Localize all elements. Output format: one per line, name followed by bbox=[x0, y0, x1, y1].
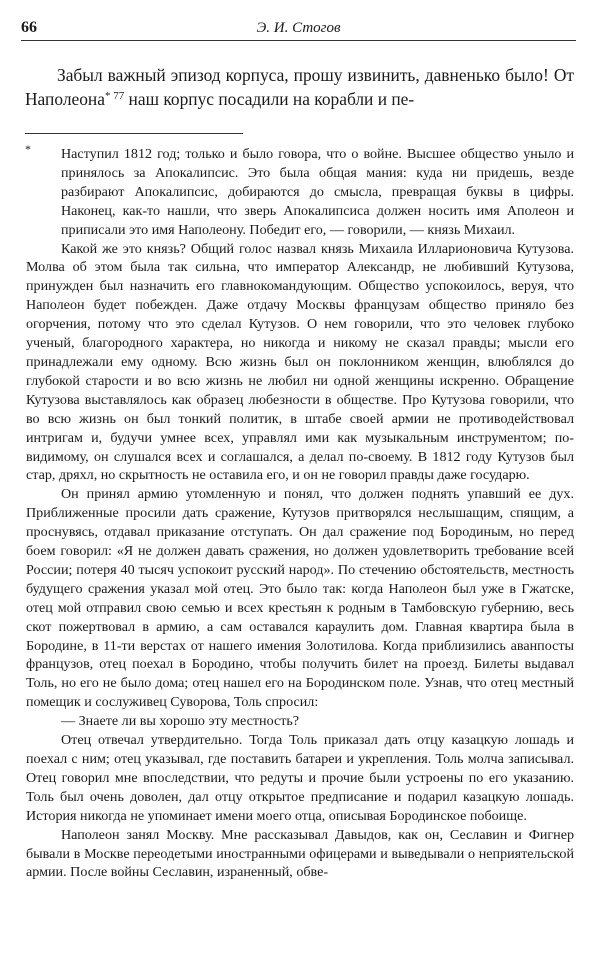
footnote-paragraph: Какой же это князь? Общий голос назвал князь Михаила Илларионовича Кутузова. Молва об этом была так сильна, что император Александр, не любивший Кутузова, принужден был назначить его главнокомандующим. Общество успокоилось, веруя, что Наполеон будет побежден. Даже отдачу Москвы французам общество приняло без огорчения, потому что это сделал Кутузов. О нем говорили, что это человек глубоко ученый, благородного характера, но никогда и никому не сказал правды; мысли его принадлежали ему одному. Всю жизнь был он поклонником женщин, влюблялся до глубокой старости и во всю жизнь не любил ни одной женщины искренно. Обращение Кутузова выставлялось как образец любезности в обществе. Про Кутузова говорили, что во всю жизнь он был тонкий политик, в штабе своей армии не противодействовал интригам и, будучи умнее всех, управлял ими как музыкальным инструментом; по-видимому, он слушался всех и соглашался, а делал по-своему. В 1812 году Кутузов был стар, дряхл, но скрытность не оставила его, и он не говорил правды даже государю. bbox=[26, 240, 574, 484]
page-number: 66 bbox=[21, 19, 37, 36]
footnote-paragraph: Отец отвечал утвердительно. Тогда Толь приказал дать отцу казацкую лошадь и поехал с ним; отец указывал, где поставить батареи и укрепления. Толь молча записывал. Отец говорил мне впоследствии, что редуты и прочие были устроены по его указанию. Толь был очень доволен, дал отцу открытое предписание и подарил казацкую лошадь. История никогда не упоминает имени моего отца, описывая Бородинское побоище. bbox=[26, 732, 574, 824]
footnote-mark: * bbox=[25, 142, 31, 156]
footnote-paragraph: Наступил 1812 год; только и было говора, что о войне. Высшее общество уныло и принялось за Апокалипсис. Это была общая мания: куда ни придешь, везде разбирают Апокалипсис, добираются до смысла, превращая буквы в цифры. Наконец, как-то нашли, что зверь Апокалипсиса должен носить имя Аполеон и приписали это имя Наполеону. Победит его, — говорили, — князь Михаил. bbox=[61, 146, 574, 238]
main-text bbox=[25, 63, 574, 111]
footnote-dialogue-line: — Знаете ли вы хорошо эту местность? bbox=[61, 713, 300, 730]
running-title: Э. И. Стогов bbox=[256, 20, 341, 36]
main-text-before-mark: Забыл важный эпизод корпуса, прошу извинить, давненько было! От Наполеона bbox=[25, 65, 574, 109]
running-header bbox=[21, 18, 576, 41]
footnote-paragraph: Он принял армию утомленную и понял, что должен поднять упавший ее дух. Приближенные просили дать сражение, Кутузов притворялся неслышащим, спящим, а проснувясь, отдавал приказание отступать. Он дал сражение под Бородиным, но перед боем говорил: «Я не должен давать сражения, но должен удовлетворить требование всей России; потеря 40 тысяч успокоит русский народ». По стечению обстоятельств, местность будущего сражения указал мой отец. Это было так: когда Наполеон был уже в Гжатске, отец мой отправил свою семью и всех крестьян к родным в Тамбовскую губернию, весь скот пожертвовал в армию, а сам оставался караулить дом. Главная квартира была в Бородине, в 11-ти верстах от нашего имения Золотилова. Когда приблизились аванпосты французов, отец поехал в Бородино, чтобы получить билет на проезд. Билеты выдавал Толь, но его не было дома; отец нашел его на Бородинском поле. Узнав, что отец местный помещик и сослуживец Суворова, Толь спросил: bbox=[26, 486, 574, 711]
footnote-divider bbox=[25, 133, 243, 134]
main-text-after-mark: наш корпус посадили на корабли и пе- bbox=[124, 89, 415, 109]
footnote bbox=[26, 145, 574, 882]
footnote-reference: * 77 bbox=[104, 90, 125, 102]
footnote-paragraph: Наполеон занял Москву. Мне рассказывал Давыдов, как он, Сеславин и Фигнер бывали в Москве переодетыми иностранными офицерами и выведывали о неприятельской армии. После войны Сеславин, израненный, обве- bbox=[26, 826, 574, 881]
